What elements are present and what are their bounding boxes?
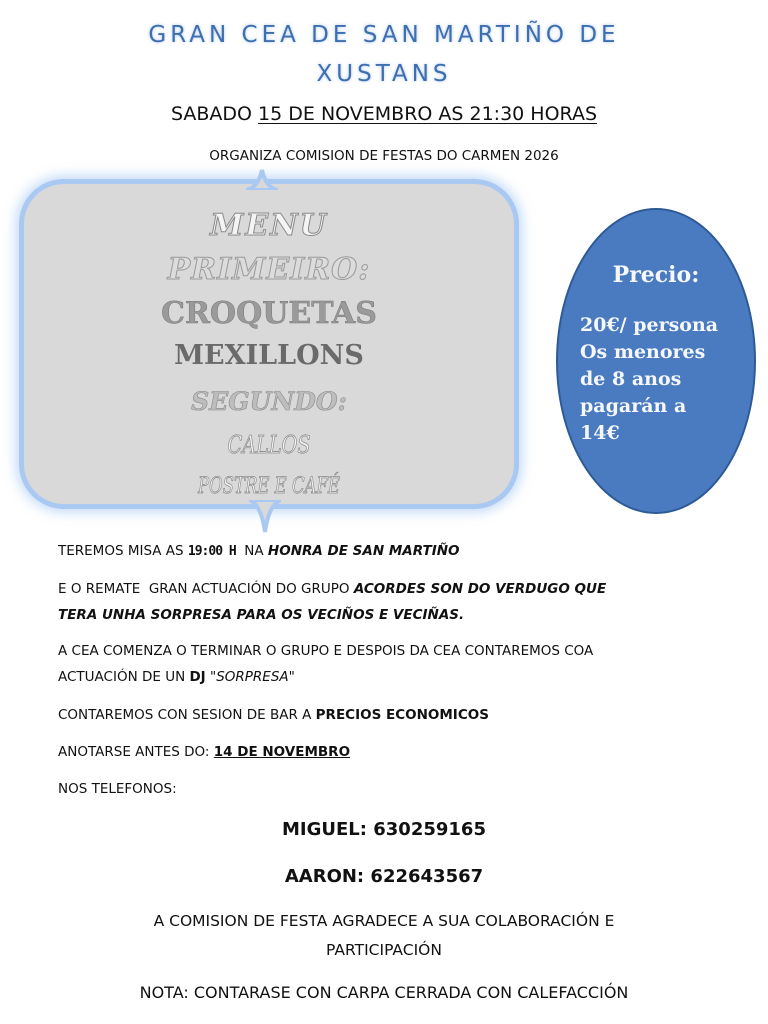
dj-quote: "SORPRESA": [205, 669, 295, 685]
callout-pointer-bottom-icon: [249, 500, 281, 534]
note-line: NOTA: CONTARASE CON CARPA CERRADA CON CALEFACCIÓN: [139, 983, 629, 1002]
menu-first-course-label: PRIMEIRO:: [167, 252, 371, 287]
event-title-line1: GRAN CEA DE SAN MARTIÑO DE: [148, 22, 620, 48]
price-title: Precio:: [612, 262, 700, 288]
misa-prefix: TEREMOS MISA AS: [58, 543, 188, 559]
remate-prefix: E O REMATE GRAN ACTUACIÓN DO GRUPO: [58, 581, 354, 597]
dj-line1: A CEA COMENZA O TERMINAR O GRUPO E DESPOIS DA CEA CONTAREMOS COA: [58, 643, 594, 659]
contact-phone[interactable]: 630259165: [373, 819, 486, 840]
deadline-date: 14 DE NOVEMBRO: [213, 744, 351, 760]
dj-bold: DJ: [189, 669, 206, 685]
menu-item-callos: CALLOS: [227, 431, 311, 459]
misa-paragraph: [58, 538, 698, 565]
event-title-line2: XUSTANS: [316, 61, 452, 87]
bar-paragraph: [58, 702, 698, 728]
price-line: de 8 anos: [580, 368, 682, 390]
organizer-line: ORGANIZA COMISION DE FESTAS DO CARMEN 2026: [209, 148, 559, 164]
dj-paragraph: [58, 638, 698, 690]
menu-heading: MENU: [210, 208, 328, 243]
price-line: Os menores: [580, 341, 706, 363]
price-line: 20€/ persona: [580, 314, 719, 336]
thanks-line2: PARTICIPACIÓN: [326, 941, 442, 959]
dj-line2-prefix: ACTUACIÓN DE UN: [58, 669, 190, 685]
phones-label: NOS TELEFONOS:: [58, 781, 177, 797]
misa-time: 19:00 H: [187, 544, 236, 559]
remate-emphasis-line1: ACORDES SON DO VERDUGO QUE: [353, 581, 607, 597]
event-date: [0, 103, 768, 125]
menu-item-croquetas: CROQUETAS: [161, 296, 377, 331]
event-date-prefix: SABADO: [170, 103, 259, 125]
bar-prefix: CONTAREMOS CON SESION DE BAR A: [58, 707, 316, 723]
misa-middle: NA: [235, 543, 268, 559]
event-date-time: 15 DE NOVEMBRO AS 21:30 HORAS: [258, 103, 598, 125]
price-line: pagarán a: [580, 395, 687, 417]
misa-emphasis: HONRA DE SAN MARTIÑO: [267, 543, 460, 559]
price-line: 14€: [580, 422, 620, 444]
deadline-prefix: ANOTARSE ANTES DO:: [58, 744, 214, 760]
contact-phone[interactable]: 622643567: [370, 866, 484, 887]
callout-pointer-top-icon: [246, 168, 278, 190]
contact-name: AARON:: [284, 866, 365, 887]
contact-aaron: [0, 866, 768, 887]
contact-name: MIGUEL:: [282, 819, 367, 840]
price-details: [580, 312, 756, 447]
bar-bold: PRECIOS ECONOMICOS: [315, 707, 489, 723]
remate-paragraph: [58, 576, 698, 628]
contact-miguel: [0, 819, 768, 840]
thanks-line1: A COMISION DE FESTA AGRADECE A SUA COLABORACIÓN E: [153, 912, 615, 930]
deadline-paragraph: [58, 739, 698, 765]
menu-item-mexillons: MEXILLONS: [174, 340, 364, 371]
remate-emphasis-line2: TERA UNHA SORPRESA PARA OS VECIÑOS E VECIÑAS.: [58, 607, 465, 623]
menu-second-course-label: SEGUNDO:: [191, 387, 347, 416]
menu-dessert: POSTRE E CAFÉ: [198, 474, 340, 499]
